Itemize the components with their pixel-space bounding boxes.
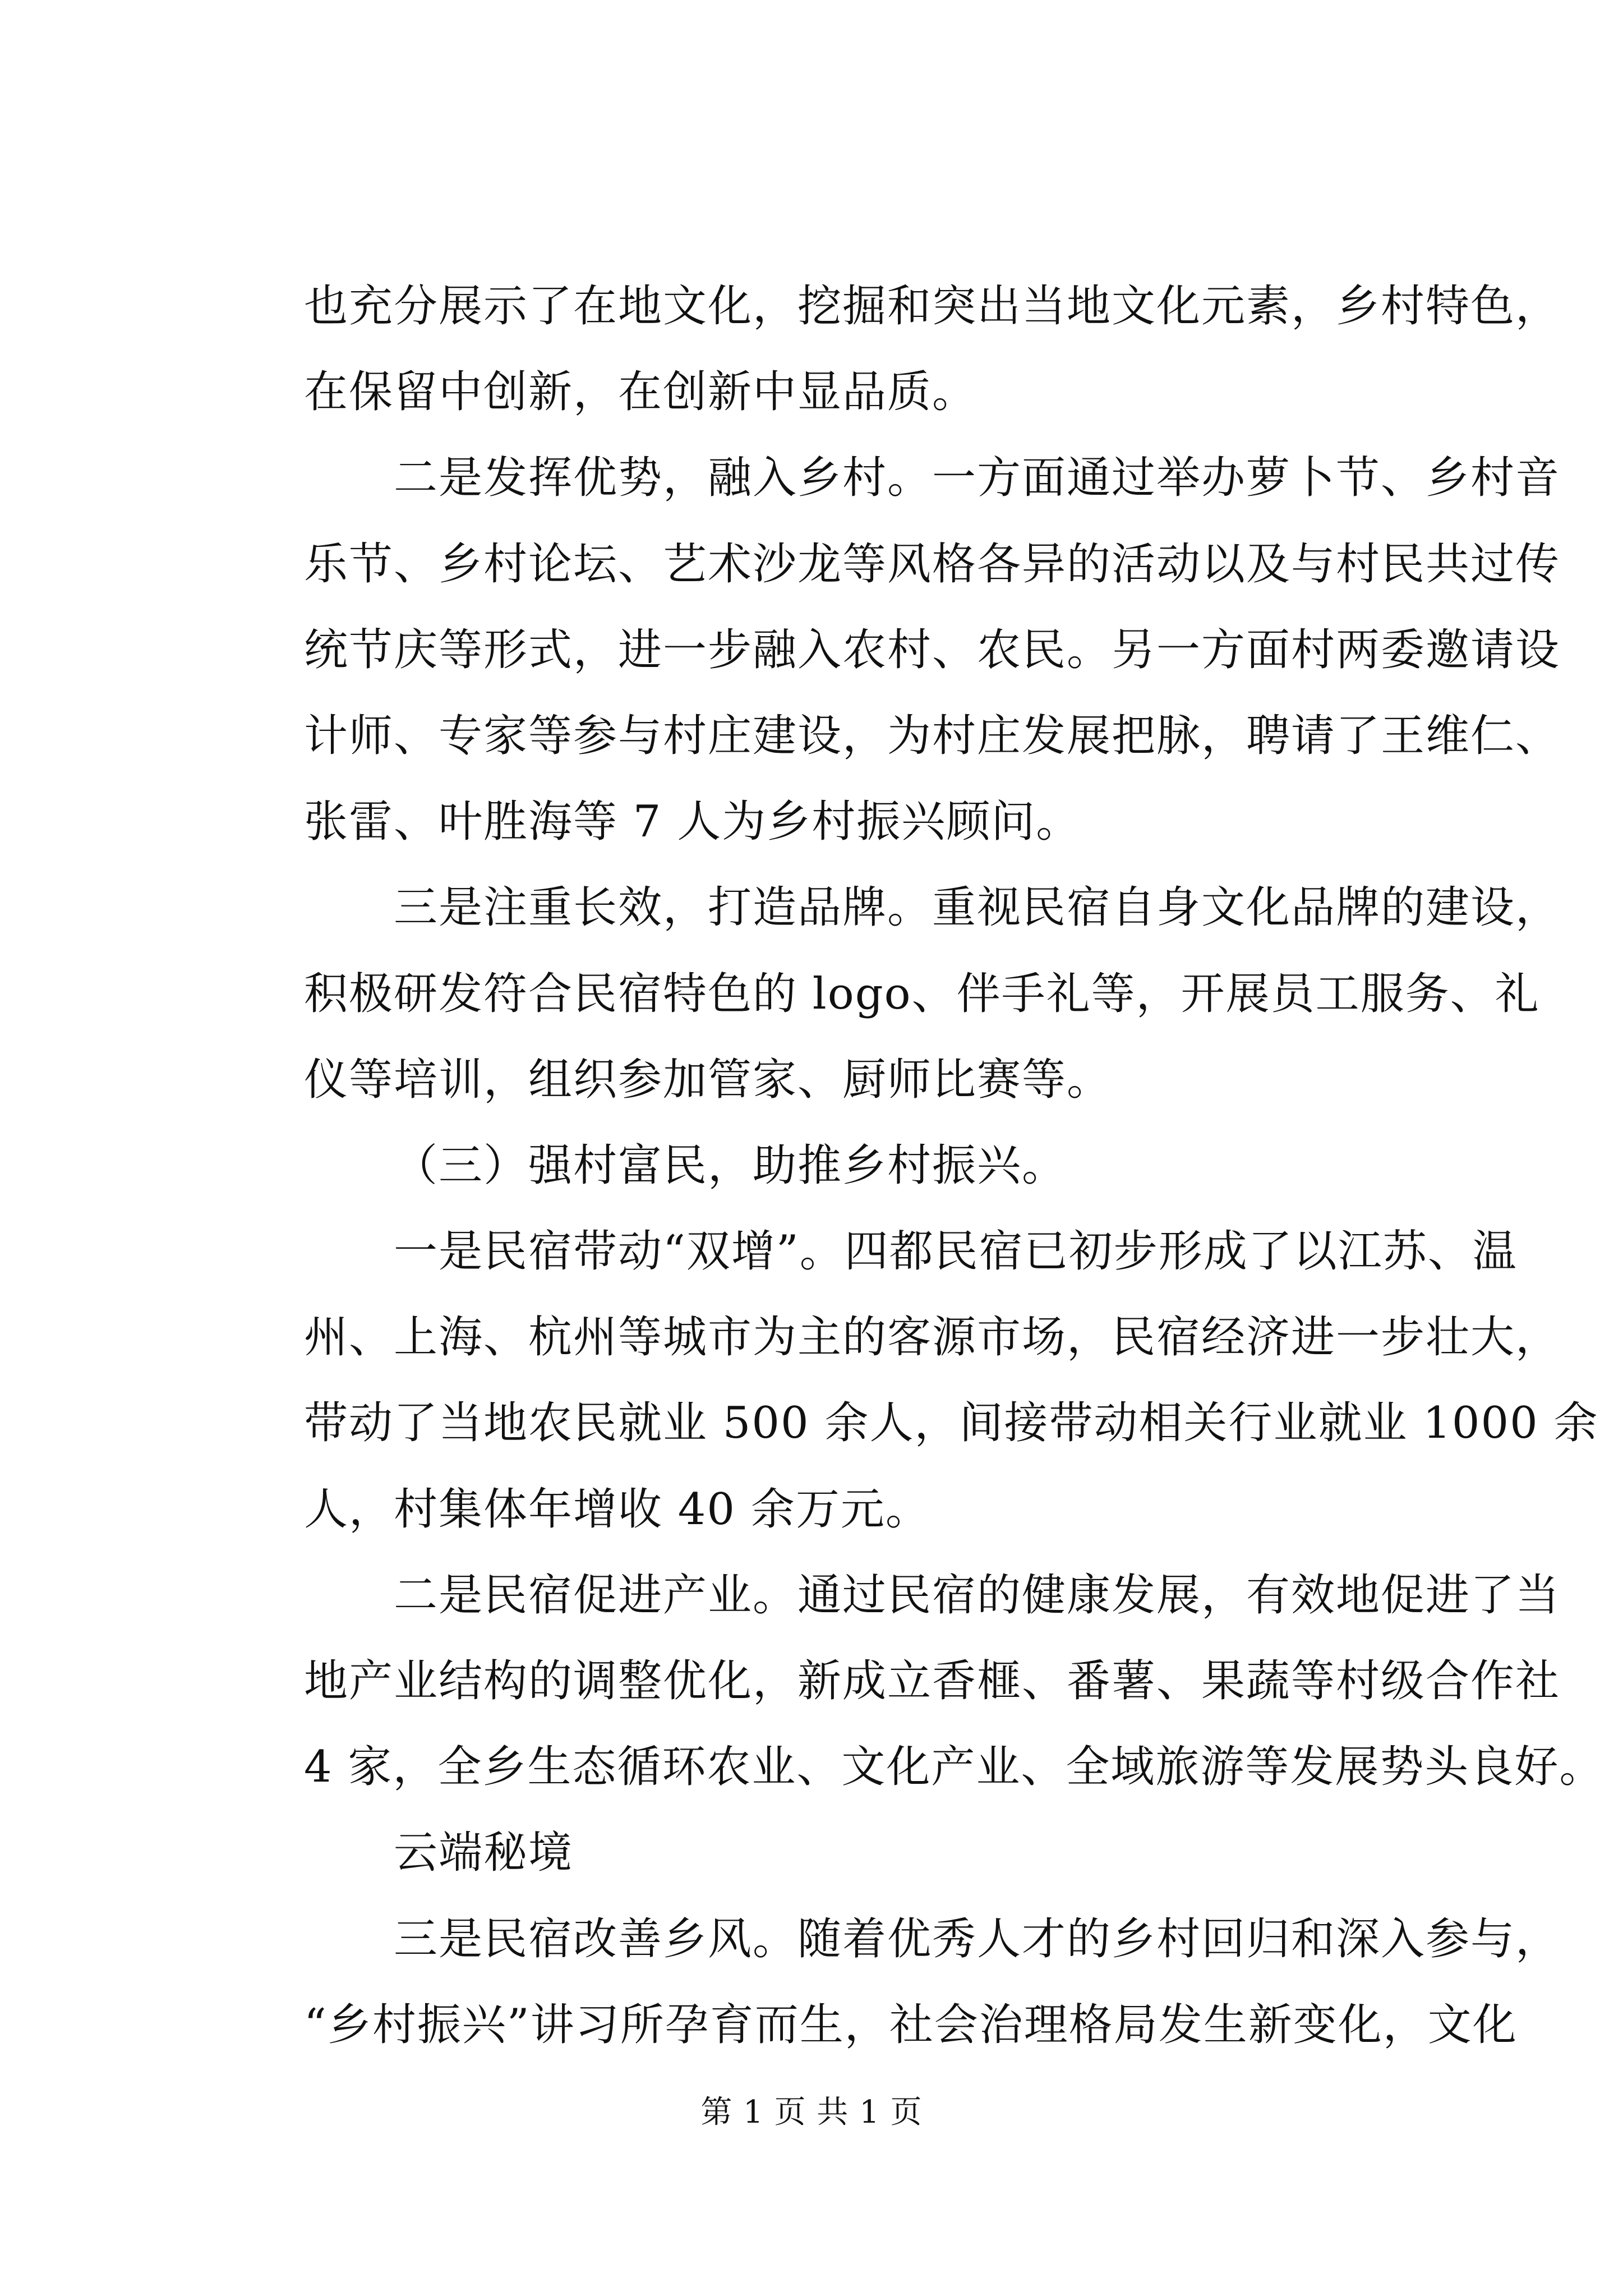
paragraph-start-line: 三是民宿改善乡风。随着优秀人才的乡村回归和深入参与， bbox=[394, 1913, 1561, 1964]
text-line: “乡村振兴”讲习所孕育而生，社会治理格局发生新变化，文化 bbox=[304, 1999, 1518, 2050]
text-line: 积极研发符合民宿特色的 logo、伴手礼等，开展员工服务、礼 bbox=[304, 968, 1540, 1019]
text-line: 仪等培训，组织参加管家、厨师比赛等。 bbox=[304, 1054, 1112, 1105]
section-heading: （三）强村富民，助推乡村振兴。 bbox=[394, 1140, 1067, 1191]
text-line: 州、上海、杭州等城市为主的客源市场，民宿经济进一步壮大， bbox=[304, 1312, 1561, 1363]
paragraph-start-line: 三是注重长效，打造品牌。重视民宿自身文化品牌的建设， bbox=[394, 882, 1561, 933]
text-line: 人，村集体年增收 40 余万元。 bbox=[304, 1484, 930, 1535]
caption-line: 云端秘境 bbox=[394, 1828, 574, 1879]
text-line: 在保留中创新，在创新中显品质。 bbox=[304, 367, 978, 418]
text-line: 张雷、叶胜海等 7 人为乡村振兴顾问。 bbox=[304, 797, 1081, 848]
text-line: 也充分展示了在地文化，挖掘和突出当地文化元素，乡村特色， bbox=[304, 281, 1561, 332]
text-line: 乐节、乡村论坛、艺术沙龙等风格各异的活动以及与村民共过传 bbox=[304, 539, 1561, 590]
text-line: 计师、专家等参与村庄建设，为村庄发展把脉，聘请了王维仁、 bbox=[304, 710, 1561, 761]
text-line: 统节庆等形式，进一步融入农村、农民。另一方面村两委邀请设 bbox=[304, 624, 1561, 675]
paragraph-start-line: 二是发挥优势，融入乡村。一方面通过举办萝卜节、乡村音 bbox=[394, 453, 1561, 504]
paragraph-start-line: 一是民宿带动“双增”。四都民宿已初步形成了以江苏、温 bbox=[394, 1226, 1518, 1277]
page-footer: 第 1 页 共 1 页 bbox=[700, 2094, 923, 2131]
document-body bbox=[304, 264, 1604, 2068]
text-line: 带动了当地农民就业 500 余人，间接带动相关行业就业 1000 余 bbox=[304, 1398, 1599, 1449]
text-line: 4 家，全乡生态循环农业、文化产业、全域旅游等发展势头良好。 bbox=[304, 1742, 1604, 1793]
text-line: 地产业结构的调整优化，新成立香榧、番薯、果蔬等村级合作社 bbox=[304, 1656, 1561, 1706]
paragraph-start-line: 二是民宿促进产业。通过民宿的健康发展，有效地促进了当 bbox=[394, 1570, 1561, 1621]
